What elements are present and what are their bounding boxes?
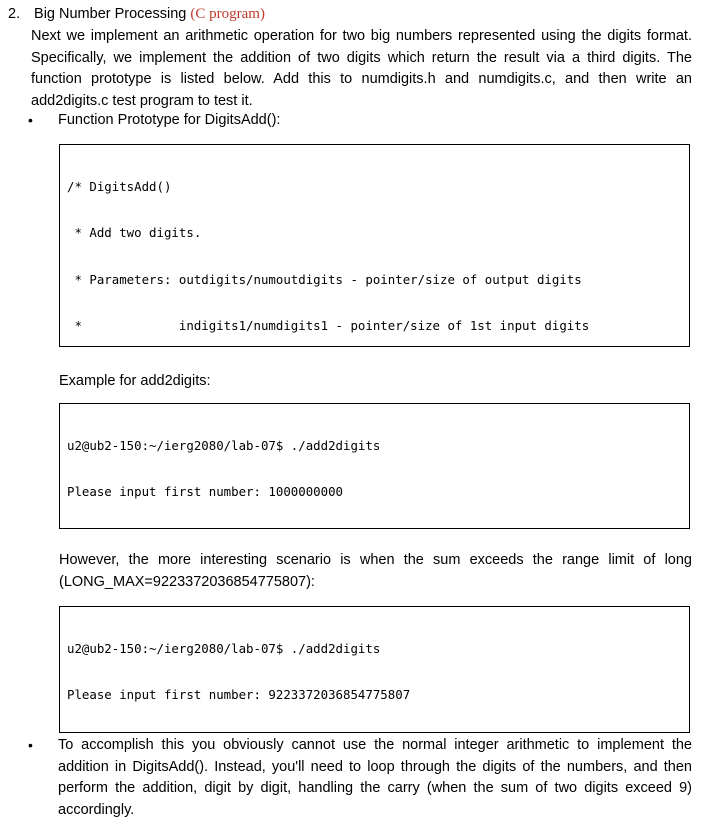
example1-terminal-box — [59, 403, 690, 529]
bullet-accomplish-text: To accomplish this you obviously cannot use the normal integer arithmetic to implement the addition in DigitsAdd(). Instead, you'll need to loop through the digits of the numbers, and then perform the addition, digit by digit, handling the carry (when the sum of two digits exceed 9) accordingly. — [58, 737, 692, 819]
code-line: * Parameters: outdigits/numoutdigits - pointer/size of output digits — [67, 271, 582, 287]
section-heading — [8, 4, 265, 24]
code-line: * Add two digits. — [67, 225, 202, 241]
example-label: Example for add2digits: — [59, 373, 211, 389]
intro-paragraph: Next we implement an arithmetic operation for two big numbers represented using the digits format. Specifically, we implement the addition of two digits which return the result via a third digits. The function prototype is listed below. Add this to numdigits.h and numdigits.c, and then write an add2digits.c test program to test it. — [31, 28, 692, 110]
however-paragraph: However, the more interesting scenario is when the sum exceeds the range limit of long (LONG_MAX=9223372036854775807): — [59, 552, 692, 590]
section-tag: (C program) — [190, 6, 265, 22]
terminal-line: Please input first number: 9223372036854775807 — [67, 687, 411, 703]
bullet-prototype-text: Function Prototype for DigitsAdd(): — [58, 112, 281, 128]
example2-terminal-box — [59, 606, 690, 733]
bullet-marker: • — [28, 737, 33, 753]
prototype-code-box — [59, 144, 690, 347]
bullet-accomplish — [28, 735, 692, 822]
terminal-line: u2@ub2-150:~/ierg2080/lab-07$ ./add2digits — [67, 640, 381, 656]
terminal-line: u2@ub2-150:~/ierg2080/lab-07$ ./add2digits — [67, 437, 381, 453]
bullet-prototype — [28, 110, 280, 131]
section-number: 2. — [8, 6, 21, 22]
code-line: /* DigitsAdd() — [67, 178, 172, 194]
code-line: * indigits1/numdigits1 - pointer/size of 1st input digits — [67, 317, 590, 333]
bullet-marker: • — [28, 112, 33, 128]
section-title: Big Number Processing — [34, 6, 187, 22]
terminal-line: Please input first number: 1000000000 — [67, 484, 344, 500]
